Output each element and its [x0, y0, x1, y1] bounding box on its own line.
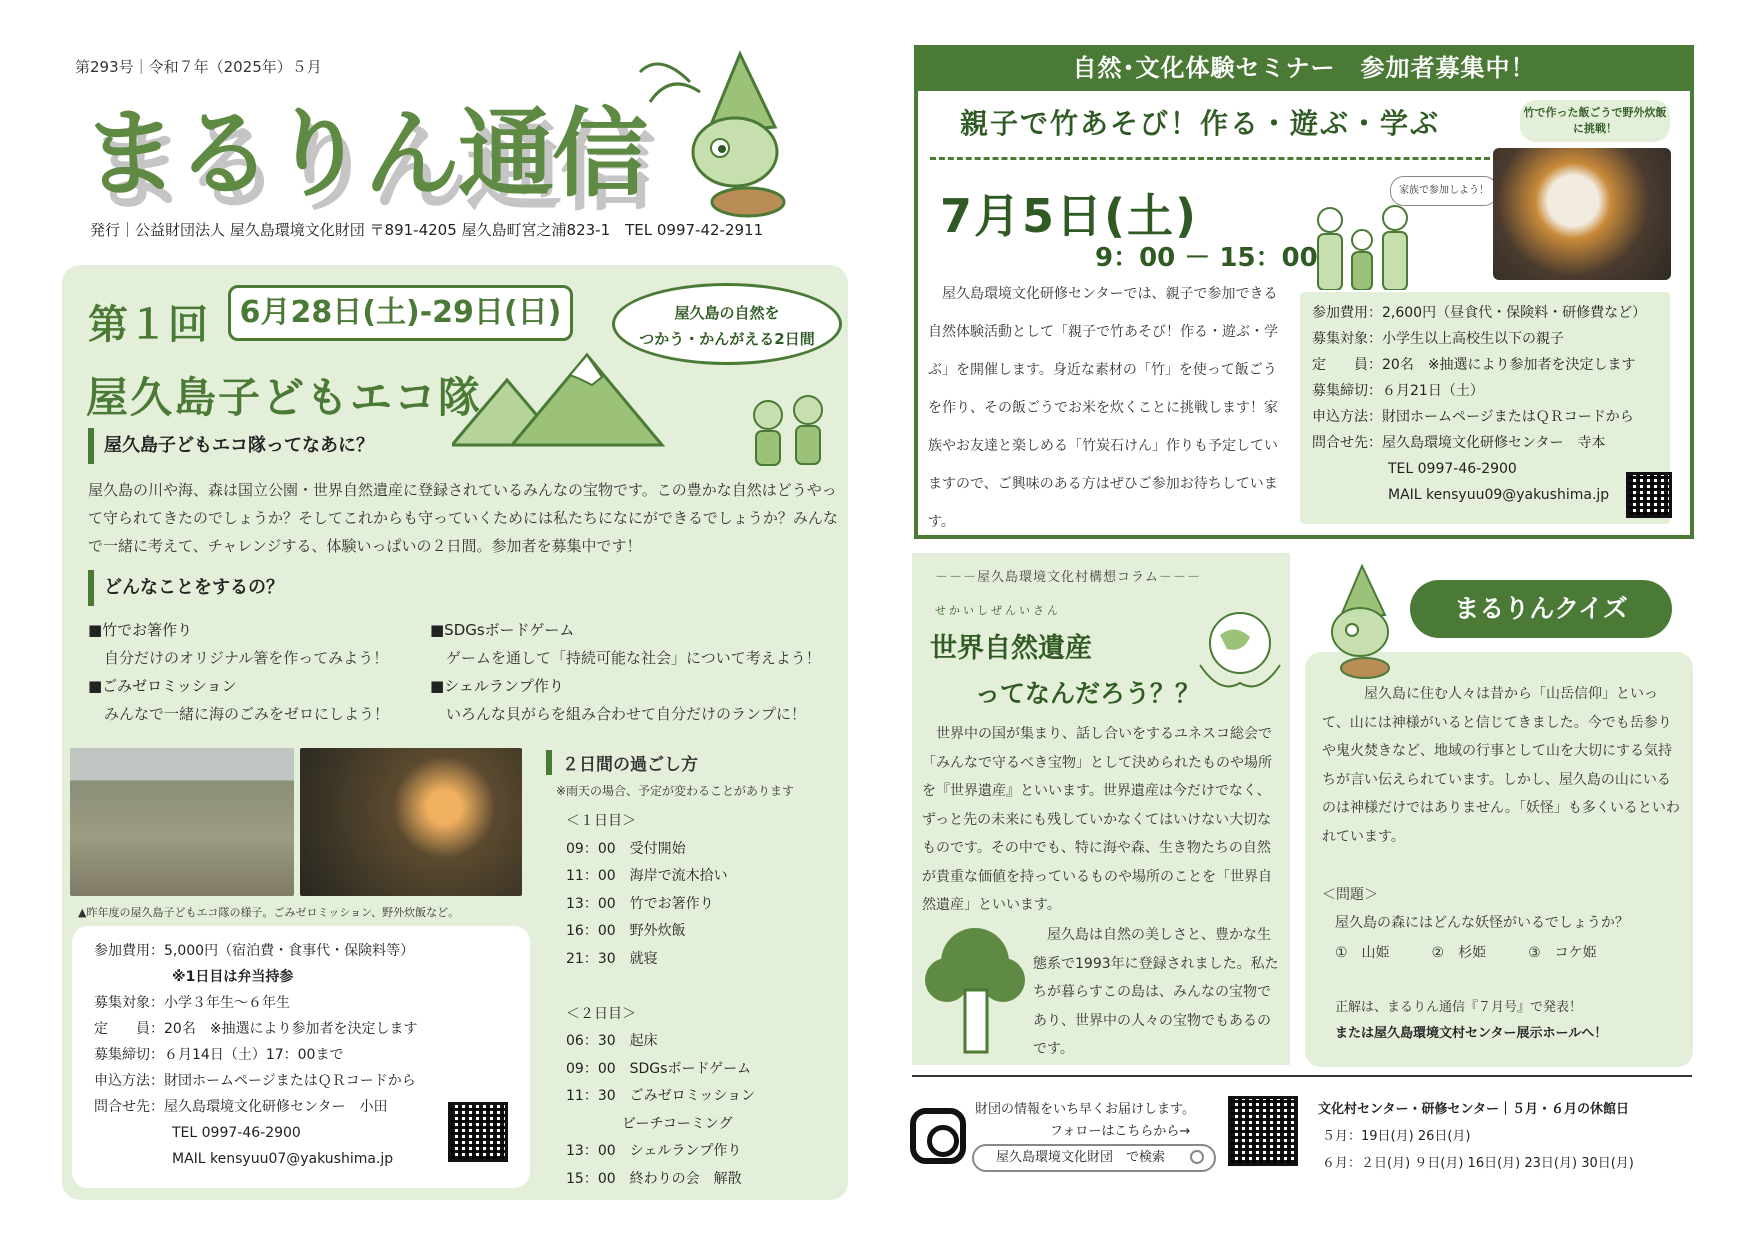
- event-round: 第１回: [88, 302, 208, 348]
- children-illustration-icon: [738, 385, 838, 480]
- event-info-box: [72, 926, 530, 1188]
- schedule-list: [566, 808, 836, 1193]
- holiday-june: ６月：２日(月) ９日(月) 16日(月) 23日(月) 30日(月): [1322, 1156, 1634, 1171]
- quiz-answer-note-2: または屋久島環境文村センター展示ホールへ！: [1335, 1026, 1608, 1041]
- info-row: 申込方法：財団ホームページまたはＱＲコードから: [1312, 409, 1634, 425]
- schedule-item: ＜２日目＞: [566, 1005, 636, 1022]
- cloud-line-1: 屋久島の自然を: [674, 304, 780, 322]
- family-illustration-icon: [1300, 200, 1430, 290]
- schedule-item: ＜１日目＞: [566, 813, 636, 829]
- seminar-date: 7月5日(土): [940, 189, 1199, 243]
- seminar-body: 屋久島環境文化研修センターでは、親子で参加できる自然体験活動として「親子で竹あそび！作る・遊ぶ・学ぶ」を開催します。身近な素材の「竹」を使って飯ごうを作り、その飯ごうでお米を炊くことに挑戦します！家族やお友達と楽しめる「竹炭石けん」作りも予定していますので、ご興味のある方はぜひご参加お待ちしています。: [928, 286, 1278, 530]
- event-dates: 6月28日(土)-29日(日): [228, 285, 573, 341]
- seminar-time: 9：00 － 15：00: [1095, 243, 1318, 273]
- activity-item: ■SDGsボードゲーム: [430, 621, 575, 639]
- schedule-item: 15：00 終わりの会 解散: [566, 1170, 742, 1187]
- search-box[interactable]: [972, 1144, 1216, 1172]
- quiz-options: ① 山姫 ② 杉姫 ③ コケ姫: [1335, 945, 1597, 961]
- schedule-note: ※雨天の場合、予定が変わることがあります: [556, 784, 795, 798]
- footer-divider: [912, 1075, 1692, 1077]
- activity-desc: みんなで一緒に海のごみをゼロにしよう！: [104, 705, 390, 723]
- activity-item: ■シェルランプ作り: [430, 677, 564, 695]
- info-row: 定 員：20名 ※抽選により参加者を決定します: [94, 1021, 418, 1037]
- seminar-title: 親子で竹あそび！作る・遊ぶ・学ぶ: [960, 107, 1441, 140]
- info-row: 募集締切：６月21日（土）: [1312, 383, 1484, 399]
- info-row: 募集締切：６月14日（土）17：00まで: [94, 1047, 344, 1063]
- marurin-mascot-icon: [630, 42, 850, 222]
- beach-cleanup-photo: [70, 748, 294, 896]
- activity-desc: 自分だけのオリジナル箸を作ってみよう！: [104, 649, 389, 667]
- info-row: 問合せ先：屋久島環境文化研修センター 小田: [94, 1099, 388, 1115]
- instagram-icon[interactable]: [910, 1108, 966, 1164]
- column-ruby: せかいしぜんいさん: [935, 604, 1061, 617]
- mountain-icon: [452, 345, 672, 455]
- activity-item: ■竹でお箸作り: [88, 621, 193, 639]
- tree-icon: [925, 920, 1025, 1055]
- issue-number: 第293号｜令和７年（2025年）５月: [75, 58, 322, 76]
- footer-message: 財団の情報をいち早くお届けします。: [975, 1102, 1195, 1117]
- schedule-heading: ２日間の過ごし方: [546, 750, 698, 775]
- activities-heading: どんなことをするの？: [88, 570, 284, 606]
- info-row: 申込方法：財団ホームページまたはＱＲコードから: [94, 1073, 416, 1089]
- schedule-item: [566, 973, 836, 1001]
- quiz-title: まるりんクイズ: [1410, 580, 1672, 638]
- cloud-line-2: つかう・かんがえる2日間: [639, 330, 815, 348]
- schedule-item: 11：30 ごみゼロミッション: [566, 1088, 756, 1104]
- quiz-body: 屋久島に住む人々は昔から「山岳信仰」といって、山には神様がいると信じてきました。今でも岳参りや鬼火焚きなど、地域の行事として山を大切にする気持ちが言い伝えられています。しかし、屋久島の山にいるのは神様だけではありません。「妖怪」も多くいるといわれています。: [1322, 686, 1680, 845]
- footer-follow: フォローはこちらから→: [1050, 1124, 1191, 1139]
- info-row: 定 員：20名 ※抽選により参加者を決定します: [1312, 357, 1636, 373]
- seminar-header: 自然･文化体験セミナー 参加者募集中！: [914, 45, 1694, 91]
- info-row: MAIL kensyuu09@yakushima.jp: [1388, 487, 1610, 503]
- schedule-item: 16：00 野外炊飯: [566, 923, 686, 939]
- schedule-item: 21：30 就寝: [566, 950, 658, 967]
- bamboo-rice-photo: [1493, 148, 1671, 280]
- search-label: 屋久島環境文化財団 で検索: [996, 1150, 1166, 1165]
- qr-code[interactable]: [1626, 472, 1672, 518]
- info-row: ※1日目は弁当持参: [172, 969, 294, 985]
- schedule-item: 06：30 起床: [566, 1033, 658, 1049]
- holiday-heading: 文化村センター・研修センター｜５月・６月の休館日: [1318, 1102, 1629, 1117]
- qr-code[interactable]: [448, 1102, 508, 1162]
- schedule-item: 09：00 SDGsボードゲーム: [566, 1060, 752, 1077]
- info-row: TEL 0997-46-2900: [172, 1125, 301, 1141]
- globe-hands-icon: [1195, 605, 1285, 700]
- info-row: 募集対象：小学３年生～６年生: [94, 995, 290, 1011]
- column-label: －－－屋久島環境文化村構想コラム－－－: [935, 570, 1201, 585]
- info-row: MAIL kensyuu07@yakushima.jp: [172, 1151, 394, 1167]
- what-body: 屋久島の川や海、森は国立公園・世界自然遺産に登録されているみんなの宝物です。この豊かな自然はどうやって守られてきたのでしょうか？そしてこれからも守っていくためには私たちになにができるでしょうか？みんなで一緒に考えて、チャレンジする、体験いっぱいの２日間。参加者を募集中です！: [88, 481, 838, 555]
- what-heading: 屋久島子どもエコ隊ってなあに？: [88, 428, 374, 464]
- info-row: TEL 0997-46-2900: [1388, 461, 1517, 477]
- activity-desc: いろんな貝がらを組み合わせて自分だけのランプに！: [446, 705, 807, 723]
- info-row: 募集対象：小学生以上高校生以下の親子: [1312, 331, 1564, 347]
- marurin-mascot-icon: [1310, 560, 1410, 690]
- schedule-item: ビーチコーミング: [566, 1115, 733, 1132]
- qr-code[interactable]: [1228, 1096, 1298, 1166]
- event-title: 屋久島子どもエコ隊: [86, 373, 483, 422]
- seminar-info-box: [1300, 292, 1670, 524]
- activity-item: ■ごみゼロミッション: [88, 677, 237, 695]
- activity-desc: ゲームを通して「持続可能な社会」について考えよう！: [446, 649, 821, 667]
- column-subtitle: ってなんだろう？？: [975, 679, 1201, 708]
- quiz-answer-note: 正解は、まるりん通信『７月号』で発表！: [1335, 1000, 1583, 1015]
- schedule-item: 11：00 海岸で流木拾い: [566, 868, 728, 884]
- column-body: 世界中の国が集まり、話し合いをするユネスコ総会で「みんなで守るべき宝物」として決められたものや場所を『世界遺産』といいます。世界遺産は今だけでなく、ずっと先の未来にも残していかなくてはいけない大切なものです。その中でも、特に海や森、生き物たちの自然が貴重な価値を持っているものや場所のことを「世界自然遺産」といいます。: [922, 726, 1272, 913]
- logo: まるりん通信: [82, 98, 646, 210]
- column-title: 世界自然遺産: [930, 633, 1092, 664]
- photo-caption: ▲昨年度の屋久島子どもエコ隊の様子。ごみゼロミッション、野外炊飯など。: [78, 906, 460, 919]
- quiz-question-heading: ＜問題＞: [1322, 887, 1378, 903]
- publisher-line: 発行｜公益財団法人 屋久島環境文化財団 〒891-4205 屋久島町宮之浦823-1 TEL 0997-42-2911: [90, 221, 764, 239]
- schedule-item: 09：00 受付開始: [566, 840, 686, 857]
- info-row: 参加費用：2,600円（昼食代・保険料・研修費など）: [1312, 305, 1647, 321]
- column-body-2: 屋久島は自然の美しさと、豊かな生態系で1993年に登録されました。私たちが暮らすこの島は、みんなの宝物であり、世界中の人々の宝物でもあるのです。: [1033, 927, 1279, 1057]
- info-row: 参加費用：5,000円（宿泊費・食事代・保険料等）: [94, 943, 415, 959]
- quiz-question: 屋久島の森にはどんな妖怪がいるでしょうか？: [1335, 915, 1629, 931]
- schedule-item: 13：00 竹でお箸作り: [566, 895, 714, 912]
- family-speech-bubble: 家族で参加しよう！: [1390, 176, 1498, 206]
- schedule-item: 13：00 シェルランプ作り: [566, 1143, 742, 1159]
- outdoor-cooking-photo: [300, 748, 522, 896]
- bamboo-divider: [930, 150, 1490, 160]
- seminar-photo-bubble: 竹で作った飯ごうで野外炊飯に挑戦！: [1520, 100, 1670, 142]
- holiday-may: ５月：19日(月) 26日(月): [1322, 1129, 1471, 1144]
- search-icon: [1190, 1150, 1204, 1164]
- info-row: 問合せ先：屋久島環境文化研修センター 寺本: [1312, 435, 1606, 451]
